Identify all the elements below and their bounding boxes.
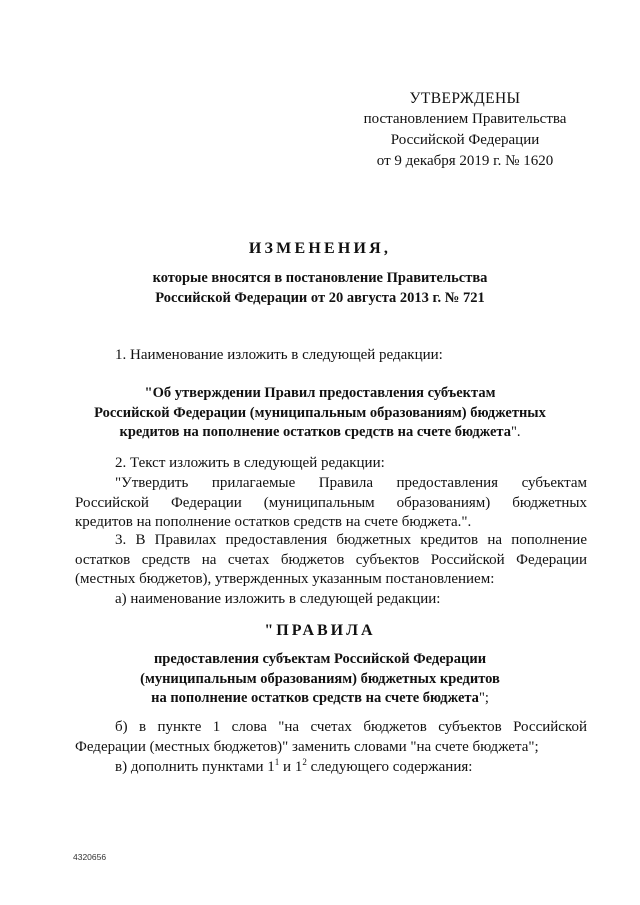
- item-2-text-line-3: кредитов на пополнение остатков средств на счете бюджета.".: [75, 514, 472, 530]
- approval-date-number: от 9 декабря 2019 г. № 1620: [376, 153, 554, 169]
- approval-line-3: Российской Федерации: [390, 132, 540, 148]
- new-name-block: [60, 384, 580, 443]
- item-3b: [75, 718, 587, 757]
- subtitle-line-1: которые вносятся в постановление Правительства: [152, 270, 488, 286]
- rules-title: "ПРАВИЛА: [264, 622, 376, 639]
- new-name-line-3: кредитов на пополнение остатков средств на счете бюджета".: [119, 424, 521, 440]
- rules-subtitle: [60, 650, 580, 709]
- item-2-text-line-1: "Утвердить прилагаемые Правила предоставления субъектам: [115, 475, 587, 491]
- item-3: [75, 531, 587, 590]
- document-number: 4320656: [73, 852, 107, 862]
- subtitle-line-2: Российской Федерации от 20 августа 2013 г. № 721: [155, 290, 485, 306]
- item-3a: а) наименование изложить в следующей редакции:: [115, 591, 441, 607]
- item-3b-line-2: Федерации (местных бюджетов)" заменить словами "на счете бюджета";: [75, 738, 539, 755]
- item-3b-line-1: б) в пункте 1 слова "на счетах бюджетов субъектов Российской: [115, 719, 587, 735]
- item-3-line-1: 3. В Правилах предоставления бюджетных кредитов на пополнение: [115, 532, 587, 548]
- new-name-line-1: "Об утверждении Правил предоставления субъектам: [144, 385, 496, 401]
- document-subtitle: [60, 268, 580, 308]
- item-2: 2. Текст изложить в следующей редакции:: [115, 455, 385, 471]
- item-3-line-2: остатков средств на счетах бюджетов субъектов Российской Федерации: [75, 551, 587, 568]
- document-title: ИЗМЕНЕНИЯ,: [248, 240, 392, 257]
- rules-subtitle-line-1: предоставления субъектам Российской Федерации: [153, 651, 487, 667]
- rules-subtitle-line-3: на пополнение остатков средств на счете бюджета";: [151, 690, 489, 706]
- approval-line-2: постановлением Правительства: [363, 111, 567, 127]
- item-3-line-3: (местных бюджетов), утвержденных указанным постановлением:: [75, 571, 495, 587]
- item-3v: в) дополнить пунктами $1^1$ и $1^2$ следующего содержания:: [115, 757, 473, 775]
- item-2-text: [75, 474, 587, 533]
- approved-label: УТВЕРЖДЕНЫ: [409, 90, 521, 107]
- item-1: 1. Наименование изложить в следующей редакции:: [115, 347, 443, 363]
- approval-block: [330, 88, 600, 172]
- rules-subtitle-line-2: (муниципальным образованиям) бюджетных кредитов: [140, 670, 500, 687]
- new-name-line-2: Российской Федерации (муниципальным образованиям) бюджетных: [94, 404, 546, 421]
- item-2-text-line-2: Российской Федерации (муниципальным образованиям) бюджетных: [75, 494, 587, 511]
